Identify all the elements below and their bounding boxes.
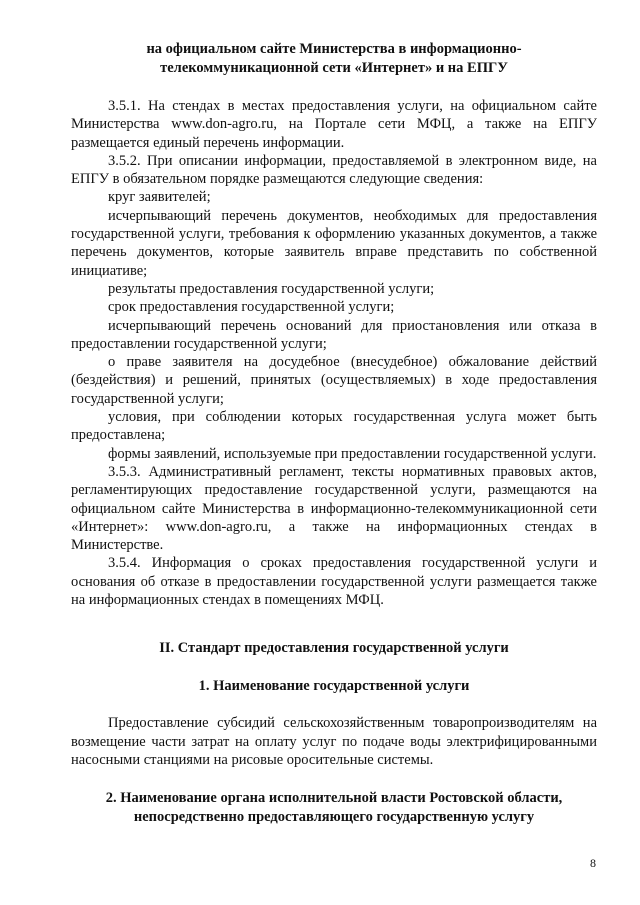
top-heading-line: телекоммуникационной сети «Интернет» и на ЕПГУ	[160, 60, 508, 76]
body-text-block	[71, 97, 597, 609]
list-item: исчерпывающий перечень оснований для приостановления или отказа в предоставлении государственной услуги;	[71, 317, 597, 352]
subsection-1-title: 1. Наименование государственной услуги	[198, 678, 470, 695]
list-item: срок предоставления государственной услуги;	[108, 299, 395, 316]
service-name-paragraph: Предоставление субсидий сельскохозяйственным товаропроизводителям на возмещение части затрат на оплату услуг по подаче воды электрифицированными насосными станциями на рисовые оросительные системы.	[71, 715, 597, 768]
list-item: условия, при соблюдении которых государственная услуга может быть предоставлена;	[71, 409, 597, 444]
top-heading	[71, 40, 597, 78]
paragraph-3-5-1: 3.5.1. На стендах в местах предоставления услуги, на официальном сайте Министерства www.don-agro.ru, на Портале сети МФЦ, а также на ЕПГУ размещается единый перечень информации.	[71, 98, 597, 151]
list-item: исчерпывающий перечень документов, необходимых для предоставления государственной услуги, требования к оформлению указанных документов, а также перечень документов, которые заявитель вправе представить по собственной инициативе;	[71, 207, 597, 279]
list-item: о праве заявителя на досудебное (внесудебное) обжалование действий (бездействия) и решений, принятых (осуществляемых) в ходе предоставления государственной услуги;	[71, 354, 597, 407]
section-title: II. Стандарт предоставления государственной услуги	[159, 640, 509, 657]
subsection-2-title-line: непосредственно предоставляющего государственную услугу	[133, 809, 535, 826]
list-item: круг заявителей;	[108, 189, 211, 206]
paragraph-3-5-3: 3.5.3. Административный регламент, тексты нормативных правовых актов, регламентирующих предоставление государственной услуги, размещаются на официальном сайте Министерства в информационно-телекоммуникационной сети «Интернет»: www.don-agro.ru, а также на информационных стендах в Министерстве.	[71, 463, 597, 554]
list-item: формы заявлений, используемые при предоставлении государственной услуги.	[108, 445, 597, 462]
top-heading-line: на официальном сайте Министерства в информационно-	[146, 41, 522, 57]
subsection-2-title-line: 2. Наименование органа исполнительной власти Ростовской области,	[105, 790, 563, 807]
subsection-2-title	[71, 789, 597, 827]
paragraph-3-5-4: 3.5.4. Информация о сроках предоставления государственной услуги и основания об отказе в предоставлении государственной услуги размещается также на информационных стендах в помещениях МФЦ.	[71, 555, 597, 609]
page-number: 8	[590, 856, 596, 870]
paragraph-3-5-2: 3.5.2. При описании информации, предоставляемой в электронном виде, на ЕПГУ в обязательном порядке размещаются следующие сведения:	[71, 152, 597, 188]
list-item: результаты предоставления государственной услуги;	[108, 280, 435, 297]
